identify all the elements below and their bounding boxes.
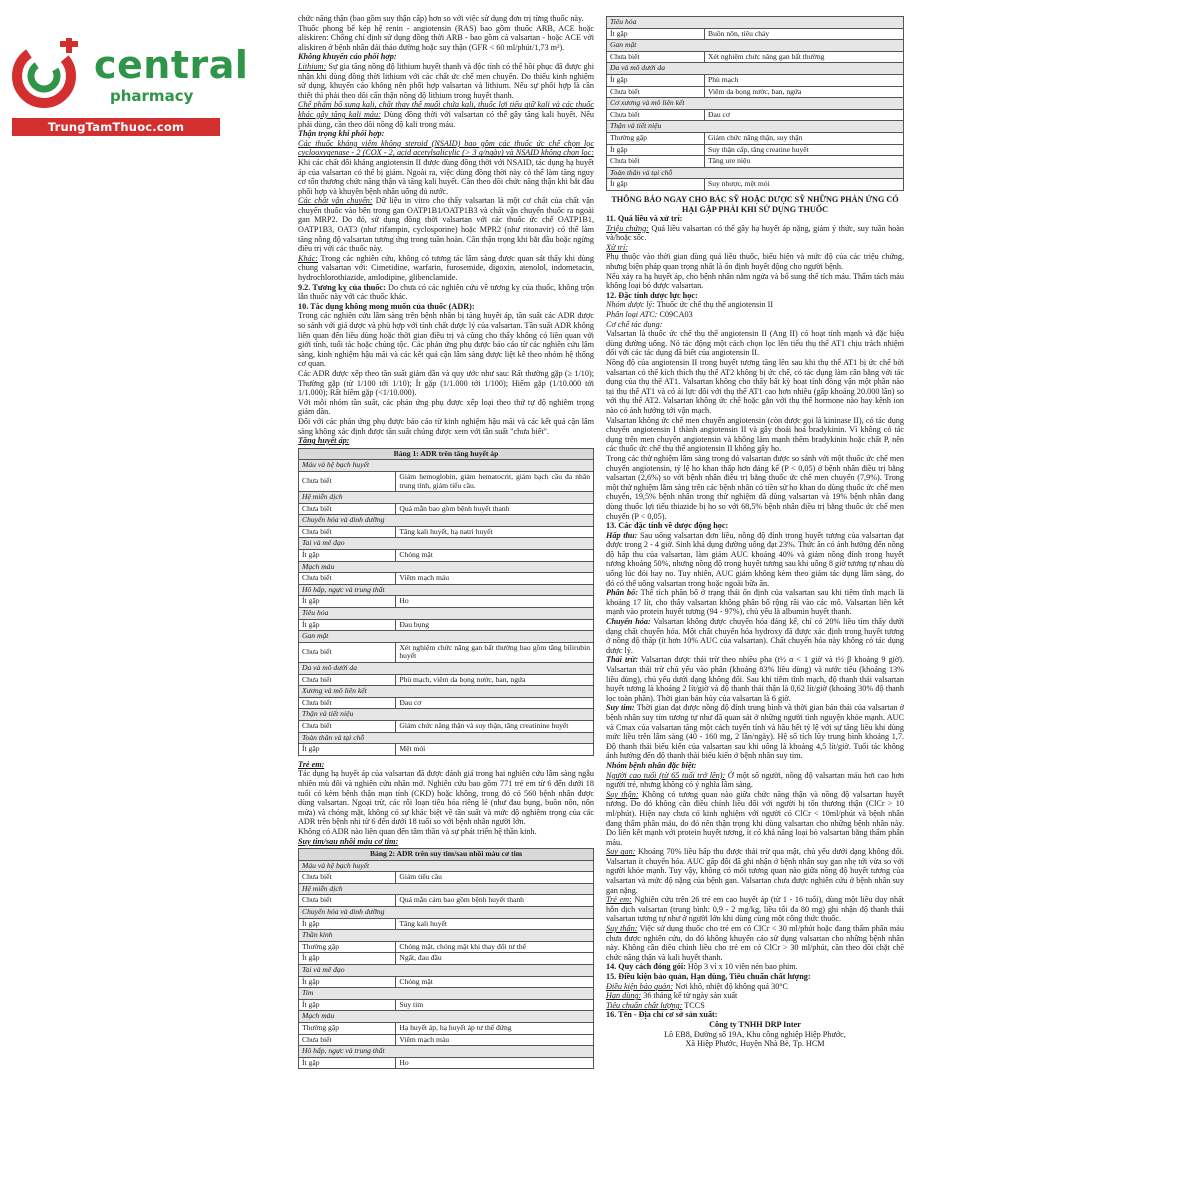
frequency-cell: Chưa biết — [607, 86, 705, 98]
table-category: Toàn thân và tại chỗ — [607, 167, 904, 179]
table-category: Tai và mê đạo — [299, 538, 594, 550]
inline-text: Khi các chất đối kháng angiotensin II được dùng đồng thời với NSAID, tác dụng hạ huyết áp của valsartan có thể bị giảm. Ngoài ra, việc dùng đồng thời này có thể làm tăng nguy cơ tổn thương chức năng thận và tăng kali huyết. Cần theo dõi chức năng thận khi bắt đầu phối hợp và khuyên bệnh nhân uống đủ nước. — [298, 157, 594, 196]
logo-subtitle: pharmacy — [110, 87, 194, 105]
inline-label: Phân bố: — [606, 588, 638, 598]
reaction-cell: Đau cơ — [705, 109, 904, 121]
table-row — [299, 720, 594, 732]
table-category-row — [299, 608, 594, 620]
table-category-row — [299, 631, 594, 643]
table-row — [299, 674, 594, 686]
inline-label: Hấp thu: — [606, 530, 638, 540]
table-category: Toàn thân và tại chỗ — [299, 732, 594, 744]
reaction-cell: Giảm chức năng thận, suy thận — [705, 132, 904, 144]
frequency-cell: Ít gặp — [607, 28, 705, 40]
reaction-cell: Xét nghiệm chức năng gan bất thường bao gồm tăng bilirubin huyết — [396, 642, 594, 662]
paragraph — [606, 847, 904, 895]
paragraph: Phụ thuộc vào thời gian dùng quá liều thuốc, biểu hiện và mức độ của các triệu chứng, nhưng biện pháp quan trọng nhất là ổn định huyết động cho người bệnh. — [606, 252, 904, 272]
table-category: Máu và hệ bạch huyết — [299, 860, 594, 872]
inline-text: Do chưa có các nghiên cứu về tương kỵ của thuốc, không trộn lẫn thuốc này với các thuốc khác. — [298, 282, 595, 302]
reaction-cell: Viêm da bọng nước, ban, ngứa — [705, 86, 904, 98]
inline-label: Suy tim: — [606, 703, 635, 713]
frequency-cell: Chưa biết — [607, 156, 705, 168]
paragraph — [606, 790, 904, 848]
table-category-row — [299, 965, 594, 977]
adr-table — [298, 848, 594, 1069]
table-category-row — [299, 732, 594, 744]
frequency-cell: Ít gặp — [299, 596, 396, 608]
table-row — [299, 976, 594, 988]
adr-table — [298, 448, 594, 756]
section-heading: 13. Các đặc tính về dược động học: — [606, 521, 729, 531]
central-pharmacy-logo — [10, 38, 249, 138]
inline-label: Phân loại ATC: — [606, 310, 658, 320]
table-category: Thận và tiết niệu — [299, 709, 594, 721]
paragraph: Các ADR được xếp theo tần suất giảm dần và quy ước như sau: Rất thường gặp (≥ 1/10); Thường gặp (từ 1/100 tới 1/10); Ít gặp (1/1.000 tới 1/100); Hiếm gặp (1/10.000 tới 1/1.000); Rất hiếm gặp (<1/10.000). — [298, 368, 594, 398]
table-category-row — [607, 63, 904, 75]
sub-heading: Nhóm bệnh nhân đặc biệt: — [606, 760, 697, 770]
frequency-cell: Chưa biết — [299, 895, 396, 907]
paragraph: Với mỗi nhóm tần suất, các phản ứng phụ được xếp loại theo thứ tự độ nghiêm trọng giảm dần. — [298, 397, 594, 417]
table-category: Thần kinh — [299, 930, 594, 942]
table-category-row — [299, 709, 594, 721]
table-category: Máu và hệ bạch huyết — [299, 460, 594, 472]
reaction-cell: Suy nhược, mệt mỏi — [705, 179, 904, 191]
inline-text: Thể tích phân bố ở trạng thái ổn định của valsartan sau khi tiêm tĩnh mạch là khoảng 17 lít, cho thấy valsartan không phân bố rộng rãi vào các mô. Valsartan liên kết mạnh vào protein huyết tương (94 - 97%), chủ yếu là albumin huyết thanh. — [606, 588, 904, 617]
frequency-cell: Chưa biết — [299, 526, 396, 538]
inline-label: Điều kiện bảo quản: — [606, 981, 674, 991]
frequency-cell: Ít gặp — [299, 976, 396, 988]
company-address: Lô EB8, Đường số 19A, Khu công nghiệp Hiệp Phước, — [664, 1029, 846, 1039]
table-row — [607, 86, 904, 98]
inline-label: Chế phẩm bổ sung kali, chất thay thế muối chứa kali, thuốc lợi tiểu giữ kali và các thuốc khác gây tăng kali máu: — [298, 100, 594, 119]
inline-text: Valsartan không được chuyển hóa đáng kể, chỉ có 20% liều tìm thấy dưới dạng chất chuyển hóa. Một chất chuyển hóa hydroxy đã được xác định trong huyết tương ở nồng độ thấp (ít hơn 10% AUC của valsartan). Chất chuyển hóa này không có tác dụng dược lý. — [606, 617, 904, 655]
inline-heading: 9.2. Tương kỵ của thuốc: — [298, 282, 386, 292]
adr-table-heart-failure — [298, 848, 594, 1069]
table-category-row — [299, 561, 594, 573]
inline-text: Nơi khô, nhiệt độ không quá 30°C — [673, 981, 789, 991]
inline-text: Ở một số người, nồng độ valsartan máu hơi cao hơn người trẻ, nhưng không có ý nghĩa lâm sàng. — [606, 770, 904, 790]
inline-text: Dùng đồng thời với valsartan có thể gây tăng kali huyết. Nếu phải dùng, cần theo dõi nồng độ kali trong máu. — [298, 109, 594, 129]
reaction-cell: Viêm mạch máu — [396, 1034, 594, 1046]
paragraph — [606, 771, 904, 790]
frequency-cell: Chưa biết — [299, 642, 396, 662]
paragraph: Valsartan không ức chế men chuyển angiotensin (còn được gọi là kininase II), có tác dụng chuyển angiotensin I thành angiotensin II và gây thoái hoá bradykinin. Vì không có tác dụng trên men chuyển angiotensin và không làm mạnh thêm bradykinin hoặc chất P, nên các thuốc ức chế thụ thể angiotensin II không gây ho. — [606, 415, 904, 454]
table-row — [299, 918, 594, 930]
table-category-row — [299, 686, 594, 698]
inline-label: Suy gan: — [606, 847, 636, 857]
table-row — [299, 619, 594, 631]
paragraph: Thuốc phong bế kép hệ renin - angiotensin (RAS) bao gồm thuốc ARB, ACE hoặc aliskiren: Chống chỉ định sử dụng đồng thời ARB - bao gồm cả valsartan - hoặc ACE với aliskiren ở bệnh nhân đái tháo đường hoặc suy thận (GFR < 60 ml/phút/1,73 m²). — [298, 23, 594, 52]
inline-label: Chuyển hóa: — [606, 617, 651, 627]
inline-label: Khác: — [298, 253, 319, 263]
inline-text: 36 tháng kể từ ngày sản xuất — [641, 991, 738, 1001]
reaction-cell: Ngất, đau đầu — [396, 953, 594, 965]
paragraph: Nếu xảy ra hạ huyết áp, cho bệnh nhân nằm ngửa và bổ sung thể tích máu. Thẩm tách máu không loại bỏ được valsartan. — [606, 271, 904, 291]
paragraph — [606, 531, 904, 589]
table-category: Gan mật — [607, 40, 904, 52]
reaction-cell: Hạ huyết áp, hạ huyết áp tư thế đứng — [396, 1023, 594, 1035]
table-row — [299, 596, 594, 608]
table-category-row — [299, 663, 594, 675]
inline-text: Hộp 3 vỉ x 10 viên nén bao phim. — [685, 962, 798, 972]
reaction-cell: Ho — [396, 1057, 594, 1069]
inline-text: C09CA03 — [657, 310, 693, 320]
paragraph — [298, 283, 594, 302]
frequency-cell: Ít gặp — [299, 953, 396, 965]
paragraph — [606, 617, 904, 655]
inline-heading: 14. Quy cách đóng gói: — [606, 962, 686, 972]
table-category-row — [299, 538, 594, 550]
frequency-cell: Ít gặp — [299, 1057, 396, 1069]
paragraph: Trong các thử nghiệm lâm sàng trong đó valsartan được so sánh với một thuốc ức chế men chuyển angiotensin, tỷ lệ ho khan thấp hơn đáng kể (P < 0,05) ở bệnh nhân điều trị bằng valsartan (2,6%) so với bệnh nhân điều trị bằng thuốc ức chế men chuyển (7,9%). Trong một thử nghiệm lâm sàng trên các bệnh nhân có tiền sử ho khan do dùng thuốc ức chế men chuyển, 19,5% bệnh nhân trong thử nghiệm đã dùng valsartan và 19% bệnh nhân đang dùng thuốc lợi tiểu thiazide bị ho so với 68,5% bệnh nhân điều trị bằng thuốc ức chế men chuyển (P < 0,05). — [606, 453, 904, 521]
table-row — [299, 1057, 594, 1069]
frequency-cell: Chưa biết — [299, 697, 396, 709]
paragraph: Tác dụng hạ huyết áp của valsartan đã được đánh giá trong hai nghiên cứu lâm sàng ngẫu nhiên mù đôi và nghiên cứu nhãn mở. Nghiên cứu bao gồm 771 trẻ em từ 6 đến dưới 18 tuổi có kèm bệnh thận mạn tính (CKD) hoặc không, trong đó có 560 bệnh nhân được dùng valsartan. Ngoại trừ, các rối loạn tiêu hóa riêng lẻ (như đau bụng, buồn nôn, nôn mửa) và chóng mặt, không có sự khác biệt về tần suất và mức độ nghiêm trọng của các ADR trên bệnh nhi từ 6 đến dưới 18 tuổi so với bệnh nhân người lớn. — [298, 769, 594, 827]
inline-label: Trẻ em: — [606, 895, 632, 905]
paragraph — [606, 310, 904, 320]
table-row — [299, 872, 594, 884]
table-category-row — [299, 860, 594, 872]
inline-text: Thời gian đạt được nồng độ đỉnh trung bình và thời gian bán thải của valsartan ở bệnh nhân suy tim tương tự như đã quan sát ở những người tình nguyện khỏe mạnh. AUC và Cmax của valsartan tăng một cách tuyến tính và hầu hết tỷ lệ với sự tăng liều khi dùng mức liều trên lâm sàng (40 - 160 mg, 2 lần/ngày). Hệ số tích lũy trung bình khoảng 1,7. Độ thanh thải biểu kiến của valsartan sau khi uống là khoảng 4,5 lít/giờ. Tuổi tác không ảnh hưởng đến độ thanh thải biểu kiến ở bệnh nhân suy tim. — [606, 703, 904, 761]
logo-wordmark: central — [94, 43, 249, 87]
paragraph — [298, 196, 594, 254]
paragraph — [606, 300, 904, 310]
table-row — [299, 941, 594, 953]
inline-text: Không có tương quan nào giữa chức năng thận và nồng độ valsartan huyết tương. Do đó không cần điều chỉnh liều đối với người bị tổn thương thận (ClCr > 10 ml/phút). Hiện nay chưa có kinh nghiệm với người có ClCr < 10ml/phút và bệnh nhân đang thẩm phân máu, do đó nên thận trọng khi dùng valsartan cho những bệnh nhân này. Do liên kết mạnh với protein huyết tương, ít có khả năng loại bỏ valsartan bằng thẩm phân máu. — [606, 789, 904, 847]
table-caption: Bảng 1: ADR trên tăng huyết áp — [299, 448, 594, 460]
paragraph: Trong các nghiên cứu lâm sàng trên bệnh nhân bị tăng huyết áp, tần suất các ADR được so sánh với giả dược và phù hợp với tính chất dược lý của valsartan. Tần suất ADR không liên quan đến liều dùng hoặc thời gian điều trị và cũng cho thấy không có liên quan với giới tính, tuổi tác hoặc chủng tộc. Các phản ứng phụ được báo cáo từ các nghiên cứu lâm sàng, kinh nghiệm hậu mãi và các kết quả cận lâm sàng được liệt kê theo nhóm hệ thống cơ quan. — [298, 311, 594, 369]
reaction-cell: Tăng kali huyết, hạ natri huyết — [396, 526, 594, 538]
paragraph — [298, 62, 594, 100]
sub-heading: Xử trí: — [606, 242, 628, 252]
reaction-cell: Suy thận cấp, tăng creatine huyết — [705, 144, 904, 156]
table-category: Tai và mê đạo — [299, 965, 594, 977]
reaction-cell: Quá mẫn bao gồm bệnh huyết thanh — [396, 503, 594, 515]
table-category: Gan mật — [299, 631, 594, 643]
inline-text: Dữ liệu in vitro cho thấy valsartan là một cơ chất của chất vận chuyển thuốc vào bên trong gan OATP1B1/OATP1B3 và chất vận chuyển thuốc ra ngoài gan MRP2. Do đó, sử dụng đồng thời valsartan với các thuốc ức chế OATP1B1, OATP1B3, OAT3 (như rifampin, cyclosporine) hoặc MPR2 (như ritonavir) có thể làm tăng nồng độ valsartan tương ứng trong tuần hoàn. Cần thận trọng khi bắt đầu hoặc ngừng điều trị với các thuốc này. — [298, 196, 594, 254]
reaction-cell: Viêm mạch máu — [396, 573, 594, 585]
paragraph — [606, 924, 904, 962]
inline-label: Triệu chứng: — [606, 223, 649, 233]
table-row — [607, 28, 904, 40]
paragraph — [606, 895, 904, 924]
inline-text: Sự gia tăng nồng độ lithium huyết thanh và độc tính có thể hồi phục đã được ghi nhận khi dùng đồng thời lithium với các chất ức chế men chuyển. Do thiếu kinh nghiệm sử dụng, khuyến cáo không nên phối hợp valsartan và lithium. Nếu sự phối hợp là cần thiết thì phải theo dõi cẩn thận nồng độ lithium trong huyết thanh. — [298, 61, 594, 100]
inline-label: Nhóm dược lý: — [606, 300, 655, 310]
section-heading: Tăng huyết áp: — [298, 436, 350, 446]
inline-text: Valsartan được thải trừ theo nhiều pha (t½ α < 1 giờ và t½ β khoảng 9 giờ). Valsartan thải trừ chủ yếu vào phân (khoảng 83% liều dùng) và nước tiểu (khoảng 13% liều dùng), chủ yếu dưới dạng không đổi. Sau khi tiêm tĩnh mạch, độ thanh thải valsartan huyết tương là khoảng 2 lít/giờ và độ thanh thải thận là 0,62 lít/giờ (khoảng 30% độ thanh lọc toàn phần). Thời gian bán hủy của valsartan là 6 giờ. — [606, 655, 904, 703]
table-row — [607, 132, 904, 144]
table-row — [607, 179, 904, 191]
table-category: Mạch máu — [299, 561, 594, 573]
paragraph: Valsartan là thuốc ức chế thụ thể angiotensin II (Ang II) có hoạt tính mạnh và đặc hiệu dùng đường uống. Nó tác động một cách chọn lọc lên tiểu thụ thể AT1 chịu trách nhiệm đối với các tác dụng đã biết của angiotensin II. — [606, 329, 904, 358]
table-row — [607, 144, 904, 156]
paragraph: Đối với các phản ứng phụ được báo cáo từ kinh nghiệm hậu mãi và các kết quả cận lâm sàng không xác định được tần suất chúng được xem với tần suất "chưa biết". — [298, 416, 594, 436]
section-heading: Không khuyến cáo phối hợp: — [298, 52, 397, 62]
adr-table-hypertension — [298, 448, 594, 756]
table-category-row — [607, 167, 904, 179]
inline-label: Người cao tuổi (từ 65 tuổi trở lên): — [606, 770, 726, 780]
company-address: Xã Hiệp Phước, Huyện Nhà Bè, Tp. HCM — [685, 1039, 825, 1049]
table-row — [299, 953, 594, 965]
frequency-cell: Ít gặp — [299, 744, 396, 756]
frequency-cell: Ít gặp — [299, 550, 396, 562]
frequency-cell: Thường gặp — [299, 941, 396, 953]
paragraph — [606, 982, 904, 992]
reaction-cell: Đau bụng — [396, 619, 594, 631]
frequency-cell: Ít gặp — [607, 179, 705, 191]
section-heading: 11. Quá liều và xử trí: — [606, 214, 683, 224]
logo-website-bar: TrungTamThuoc.com — [12, 118, 220, 136]
frequency-cell: Chưa biết — [299, 872, 396, 884]
table-category-row — [299, 1011, 594, 1023]
frequency-cell: Chưa biết — [299, 573, 396, 585]
section-heading: 10. Tác dụng không mong muốn của thuốc (ADR): — [298, 301, 475, 311]
section-heading: Trẻ em: — [298, 759, 325, 769]
table-category: Chuyển hóa và dinh dưỡng — [299, 515, 594, 527]
table-row — [299, 503, 594, 515]
reaction-cell: Tăng kali huyết — [396, 918, 594, 930]
adr-table — [606, 16, 904, 191]
section-heading: Suy tim/sau nhồi máu cơ tim: — [298, 836, 399, 846]
inline-label: Lithium: — [298, 61, 327, 71]
table-category: Thận và tiết niệu — [607, 121, 904, 133]
table-row — [299, 573, 594, 585]
table-category-row — [299, 883, 594, 895]
table-category-row — [299, 988, 594, 1000]
table-row — [607, 156, 904, 168]
table-category-row — [607, 98, 904, 110]
inline-label: Thải trừ: — [606, 655, 639, 665]
company-name: Công ty TNHH DRP Inter — [709, 1019, 801, 1029]
frequency-cell: Ít gặp — [299, 918, 396, 930]
frequency-cell: Chưa biết — [607, 109, 705, 121]
table-category: Da và mô dưới da — [607, 63, 904, 75]
table-caption-row — [299, 448, 594, 460]
table-category: Hô hấp, ngực và trung thất — [299, 584, 594, 596]
inline-text: Khoảng 70% liều hấp thu được thải trừ qua mật, chủ yếu dưới dạng không đổi. Valsartan ít chuyển hóa. AUC gấp đôi đã ghi nhận ở bệnh nhân suy gan nhẹ tới vừa so với người khỏe mạnh. Tuy vậy, không có mối tương quan nào giữa nồng độ huyết tương của valsartan và mức độ nặng của bệnh gan. Valsartan chưa được nghiên cứu ở bệnh nhân suy gan nặng. — [606, 847, 904, 895]
table-category: Tiêu hóa — [299, 608, 594, 620]
warning-notice: THÔNG BÁO NGAY CHO BÁC SỸ HOẶC DƯỢC SỸ NHỮNG PHẢN ỨNG CÓ HẠI GẶP PHẢI KHI SỬ DỤNG THUỐC — [611, 194, 899, 214]
table-row — [299, 744, 594, 756]
inline-label: Hạn dùng: — [606, 991, 642, 1001]
table-row — [299, 697, 594, 709]
adr-table-continued — [606, 16, 904, 191]
table-row — [299, 1034, 594, 1046]
table-category: Hô hấp, ngực và trung thất — [299, 1046, 594, 1058]
reaction-cell: Ho — [396, 596, 594, 608]
reaction-cell: Xét nghiệm chức năng gan bất thường — [705, 51, 904, 63]
table-category-row — [299, 460, 594, 472]
table-row — [607, 51, 904, 63]
paragraph — [606, 703, 904, 761]
paragraph: chức năng thận (bao gồm suy thận cấp) hơn so với việc sử dụng đơn trị từng thuốc này. — [298, 14, 584, 23]
table-row — [299, 642, 594, 662]
reaction-cell: Mệt mỏi — [396, 744, 594, 756]
frequency-cell: Chưa biết — [299, 674, 396, 686]
reaction-cell: Suy tim — [396, 999, 594, 1011]
section-heading: Thận trọng khi phối hợp: — [298, 129, 385, 139]
inline-text: Thuốc ức chế thụ thể angiotensin II — [654, 300, 774, 310]
table-category: Da và mô dưới da — [299, 663, 594, 675]
inline-text: Trong các nghiên cứu, không có tương tác lâm sàng được quan sát thấy khi dùng chung valsartan với: Cimetidine, warfarin, furosemide, digoxin, atenolol, indometacin, hydrochlorothiazide, amlodipine, glibenclamide. — [298, 253, 594, 283]
table-category: Hệ miễn dịch — [299, 883, 594, 895]
inline-text: Việc sử dụng thuốc cho trẻ em có ClCr < 30 ml/phút hoặc đang thẩm phân máu chưa được nghiên cứu, do đó không khuyến cáo sử dụng valsartan cho những bệnh nhân này. Không cần điều chỉnh liều cho trẻ em có ClCr > 30 ml/phút, cần theo dõi chặt chẽ chức năng thận và kali huyết thanh. — [606, 924, 904, 962]
paragraph — [298, 139, 594, 197]
table-category: Cơ xương và mô liên kết — [607, 98, 904, 110]
paragraph — [606, 1001, 904, 1011]
section-heading: 16. Tên - Địa chỉ cơ sở sản xuất: — [606, 1010, 718, 1020]
reaction-cell: Chóng mặt, chóng mặt khi thay đổi tư thế — [396, 941, 594, 953]
central-pharmacy-logo-icon — [10, 38, 82, 110]
table-category: Mạch máu — [299, 1011, 594, 1023]
section-heading: 12. Đặc tính dược lực học: — [606, 290, 698, 300]
paragraph — [606, 655, 904, 703]
table-category-row — [299, 515, 594, 527]
table-category-row — [299, 930, 594, 942]
table-category: Hệ miễn dịch — [299, 492, 594, 504]
table-row — [607, 74, 904, 86]
left-column — [298, 14, 594, 1073]
reaction-cell: Tăng ure niệu — [705, 156, 904, 168]
reaction-cell: Đau cơ — [396, 697, 594, 709]
table-category-row — [299, 907, 594, 919]
frequency-cell: Chưa biết — [299, 720, 396, 732]
reaction-cell: Quá mẫn cảm bao gồm bệnh huyết thanh — [396, 895, 594, 907]
frequency-cell: Chưa biết — [607, 51, 705, 63]
table-category: Tim — [299, 988, 594, 1000]
paragraph: Nồng độ của angiotensin II trong huyết tương tăng lên sau khi thụ thể AT1 bị ức chế bởi valsartan có thể kích thích thụ thể AT2 không bị ức chế, có tác dụng làm cân bằng với tác dụng của thụ thể AT1. Valsartan không cho thấy bất kỳ hoạt tính đồng vận một phần nào tại thụ thể AT1 và có ái lực đối với thụ thể AT1 cao hơn nhiều (gấp khoảng 20.000 lần) so với thụ thể AT2. Valsartan không ức chế hoặc gắn với thụ thể hormone nào hay kênh ion nào có ảnh hưởng tới vận mạch. — [606, 358, 904, 415]
reaction-cell: Chóng mặt — [396, 550, 594, 562]
table-row — [607, 109, 904, 121]
reaction-cell: Giảm hemoglobin, giảm hematocrit, giảm bạch cầu đa nhân trung tính, giảm tiểu cầu. — [396, 471, 594, 491]
table-category: Tiêu hóa — [607, 17, 904, 29]
table-caption-row — [299, 849, 594, 861]
inline-text: TCCS — [682, 1000, 705, 1010]
paragraph: Không có ADR nào liên quan đến tâm thần và sự phát triển hệ thần kinh. — [298, 826, 537, 836]
table-category-row — [607, 121, 904, 133]
frequency-cell: Chưa biết — [299, 471, 396, 491]
reaction-cell: Phù mạch — [705, 74, 904, 86]
inline-label: Tiêu chuẩn chất lượng: — [606, 1000, 683, 1010]
table-row — [299, 999, 594, 1011]
table-category-row — [299, 584, 594, 596]
table-caption: Bảng 2: ADR trên suy tim/sau nhồi máu cơ tim — [299, 849, 594, 861]
inline-text: Nghiên cứu trên 26 trẻ em cao huyết áp (từ 1 - 16 tuổi), dùng một liều duy nhất hỗn dịch valsartan (trung bình: 0,9 - 2 mg/kg, liều tối đa 80 mg) ghi nhận độ thanh thải valsartan tương tự như ở người lớn khi dùng cùng một công thức thuốc. — [606, 895, 904, 924]
table-row — [299, 895, 594, 907]
table-row — [299, 1023, 594, 1035]
inline-label: Suy thận: — [606, 924, 638, 934]
inline-label: Suy thận: — [606, 789, 639, 799]
paragraph — [606, 962, 904, 972]
section-heading: 15. Điều kiện bảo quản, Hạn dùng, Tiêu chuẩn chất lượng: — [606, 972, 811, 981]
table-row — [299, 526, 594, 538]
frequency-cell: Ít gặp — [299, 999, 396, 1011]
frequency-cell: Chưa biết — [299, 503, 396, 515]
paragraph — [606, 588, 904, 617]
frequency-cell: Chưa biết — [299, 1034, 396, 1046]
reaction-cell: Giảm tiểu cầu — [396, 872, 594, 884]
frequency-cell: Ít gặp — [299, 619, 396, 631]
reaction-cell: Buồn nôn, tiêu chảy — [705, 28, 904, 40]
frequency-cell: Ít gặp — [607, 74, 705, 86]
paragraph — [298, 254, 594, 283]
reaction-cell: Giảm chức năng thận và suy thận, tăng creatinine huyết — [396, 720, 594, 732]
sub-heading: Cơ chế tác dụng: — [606, 319, 663, 329]
inline-label: Các chất vận chuyển: — [298, 196, 373, 206]
table-category-row — [299, 492, 594, 504]
reaction-cell: Chóng mặt — [396, 976, 594, 988]
frequency-cell: Ít gặp — [607, 144, 705, 156]
table-category-row — [607, 17, 904, 29]
paragraph — [606, 224, 904, 243]
table-category: Xương và mô liên kết — [299, 686, 594, 698]
frequency-cell: Thường gặp — [299, 1023, 396, 1035]
reaction-cell: Phù mạch, viêm da bọng nước, ban, ngứa — [396, 674, 594, 686]
inline-label: Các thuốc kháng viêm không steroid (NSAID) bao gồm các thuốc ức chế chọn lọc cyclooxygenase - 2 (COX - 2, acid acetylsalicylic (> 3 g/ngày) và NSAID không chọn lọc: — [298, 138, 594, 158]
table-category-row — [607, 40, 904, 52]
frequency-cell: Thường gặp — [607, 132, 705, 144]
inline-text: Quá liều valsartan có thể gây hạ huyết áp nặng, giảm ý thức, suy tuần hoàn và/hoặc sốc. — [606, 223, 904, 243]
table-category-row — [299, 1046, 594, 1058]
table-row — [299, 471, 594, 491]
right-column — [606, 14, 904, 1049]
inline-text: Sau uống valsartan đơn liều, nồng độ đỉnh trong huyết tương của valsartan đạt được trong 2 - 4 giờ. Sinh khả dụng đường uống đạt 23%. Thức ăn có ảnh hưởng đến nồng độ hấp thu của valsartan, làm giảm AUC khoảng 40% và giảm nồng đỉnh trong huyết tương khoảng 50%, nhưng nồng độ trong huyết tương sau khi uống 8 giờ tương tự nhau dù uống lúc đói hay no. Tuy nhiên, AUC giảm không kèm theo giảm tác dụng lâm sàng, do đó có thể uống valsartan trong hoặc ngoài bữa ăn. — [606, 530, 904, 588]
table-row — [299, 550, 594, 562]
table-category: Chuyển hóa và dinh dưỡng — [299, 907, 594, 919]
paragraph — [606, 991, 904, 1001]
paragraph — [298, 100, 594, 129]
